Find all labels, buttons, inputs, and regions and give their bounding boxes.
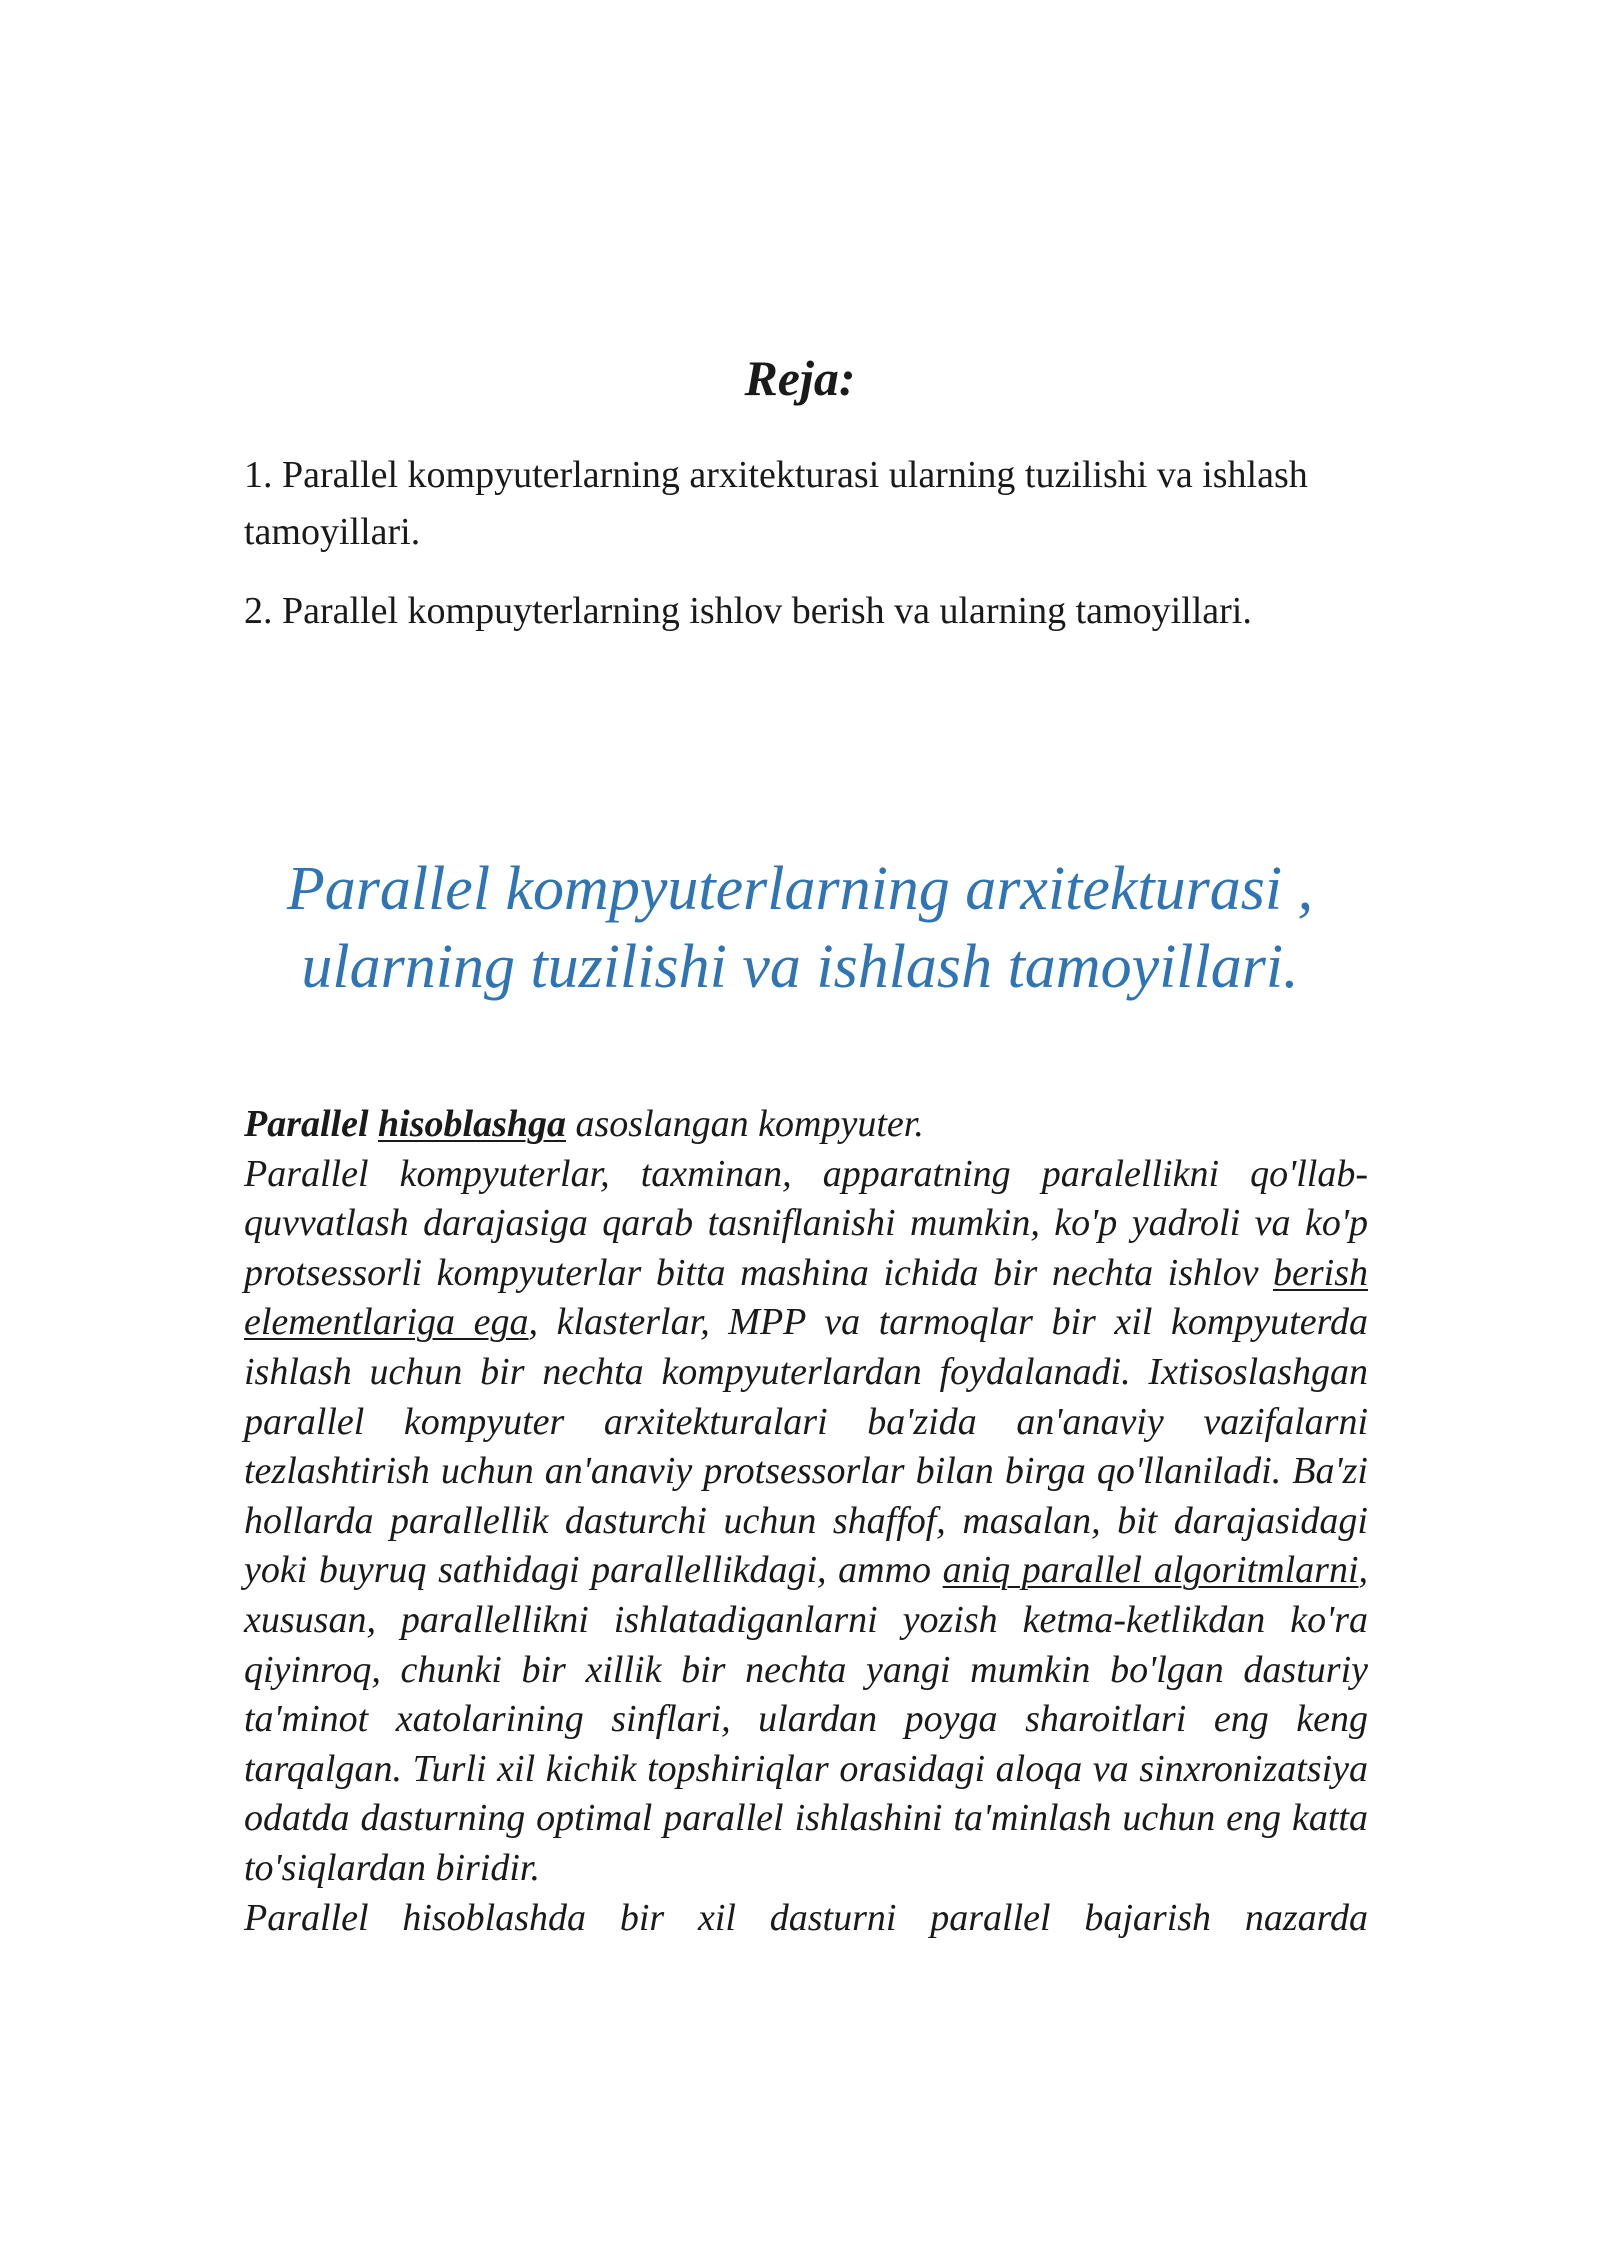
paragraph-1-part-2: , klasterlar, MPP va tarmoqlar bir xil kompyuterda ishlash uchun bir nechta kompyuterlardan foydalanadi. Ixtisoslashgan parallel kompyuter arxitekturalari ba'zida an'anaviy vazifalarni tezlashtirish uchun an'anaviy protsessorlar bilan birga qo'llaniladi. Ba'zi hollarda parallellik dasturchi uchun shaffof, masalan, bit darajasidagi yoki buyruq sathidagi parallellikdagi, ammo (244, 1301, 1368, 1592)
link-hisoblashga[interactable]: hisoblashga (378, 1103, 567, 1145)
body-text (244, 1100, 1368, 1943)
paragraph-2: Parallel hisoblashda bir xil dasturni parallel bajarish nazarda (244, 1896, 1368, 1939)
section-title-line-2: ularning tuzilishi va ishlash tamoyillari. (301, 933, 1299, 1001)
paragraph-1-part-3: , xususan, parallellikni ishlatadiganlarni yozish ketma-ketlikdan ko'ra qiyinroq, chunki bir xillik bir nechta yangi mumkin bo'lgan dasturiy ta'minot xatolarining sinflari, ulardan poyga sharoitlari eng keng tarqalgan. Turli xil kichik topshiriqlar orasidagi aloqa va sinxronizatsiya odatda dasturning optimal parallel ishlashini ta'minlash uchun eng katta to'siqlardan biridir. (244, 1549, 1368, 1889)
paragraph-1 (244, 1150, 1368, 1894)
section-title (170, 850, 1430, 1006)
plan-item-1: 1. Parallel kompyuterlarning arxitekturasi ularning tuzilishi va ishlash tamoyillari. (244, 454, 1308, 553)
plan-list (244, 447, 1364, 662)
plan-heading: Reja: (744, 350, 856, 406)
link-berish-elementlariga-ega[interactable]: berish elementlariga ega (244, 1251, 1368, 1344)
lead-rest: asoslangan kompyuter. (575, 1103, 924, 1145)
lead-bold-word: Parallel (244, 1103, 369, 1145)
section-title-line-1: Parallel kompyuterlarning arxitekturasi , (286, 855, 1314, 923)
link-aniq-parallel-algoritmlarni[interactable]: aniq parallel algoritmlarni (942, 1549, 1359, 1592)
lead-line (244, 1100, 1368, 1150)
plan-item-2: 2. Parallel kompuyterlarning ishlov berish va ularning tamoyillari. (244, 590, 1252, 632)
paragraph-1-part-1: Parallel kompyuterlar, taxminan, apparatning paralellikni qo'llab-quvvatlash darajasiga qarab tasniflanishi mumkin, ko'p yadroli va ko'p protsessorli kompyuterlar bitta mashina ichida bir nechta ishlov (244, 1152, 1368, 1294)
